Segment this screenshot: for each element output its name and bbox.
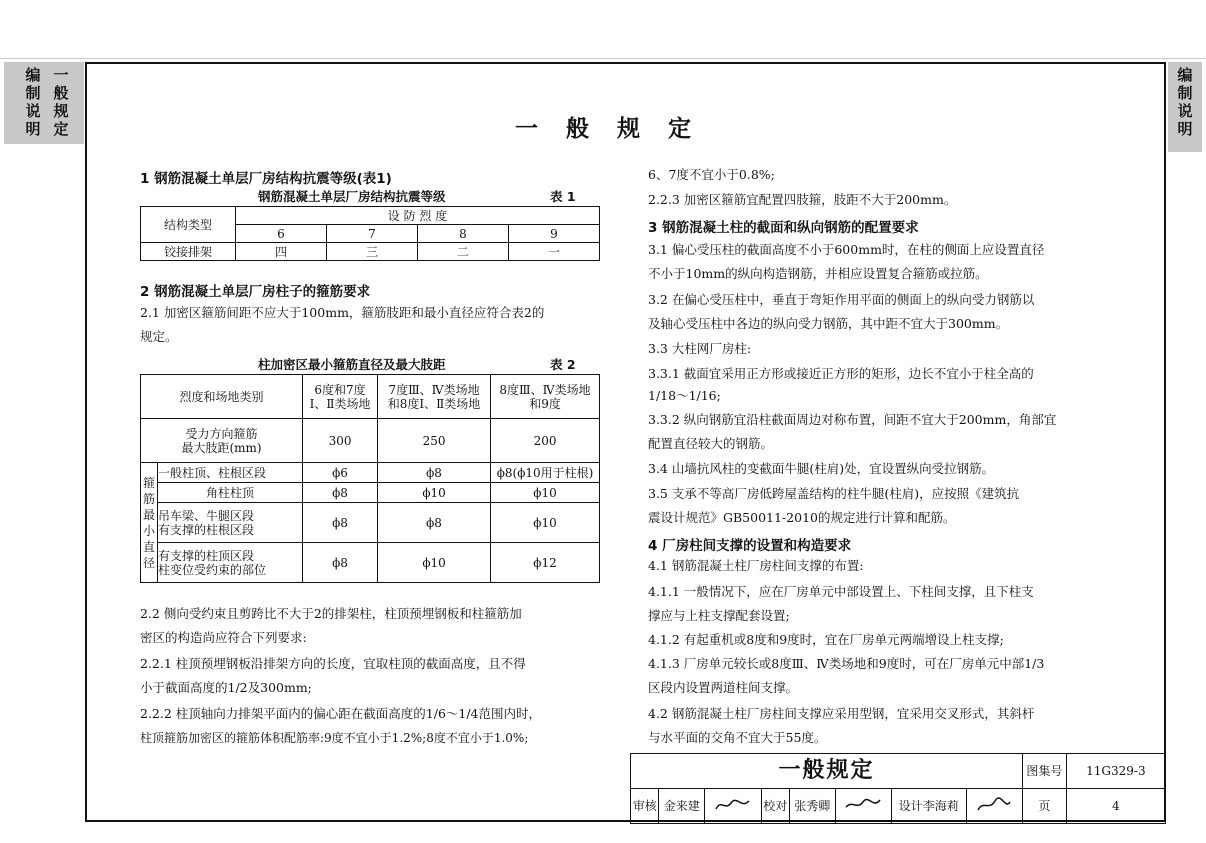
side-tab-text-2: 一般规定 bbox=[53, 66, 69, 138]
right-line: 不小于10mm的纵向构造钢筋，并相应设置复合箍筋或拉筋。 bbox=[648, 266, 988, 281]
t2-cell: 300 bbox=[303, 419, 378, 463]
page-title: 一般规定 bbox=[515, 116, 719, 142]
right-line: 震设计规范》GB50011-2010的规定进行计算和配筋。 bbox=[648, 510, 956, 525]
t2-header-col3: 8度Ⅲ、Ⅳ类场地 和9度 bbox=[491, 375, 600, 419]
right-line: 4.1.2 有起重机或8度和9度时，宜在厂房单元两端增设上柱支撑; bbox=[648, 632, 1004, 647]
right-line: 3.3.2 纵向钢筋宜沿柱截面周边对称布置，间距不宜大于200mm，角部宜 bbox=[648, 412, 1057, 427]
t2-header-category: 烈度和场地类别 bbox=[141, 375, 303, 419]
top-rule bbox=[0, 58, 1206, 59]
t2-cell: ϕ10 bbox=[378, 483, 491, 503]
right-line: 1/18～1/16; bbox=[648, 388, 721, 403]
t2-header-col1: 6度和7度 Ⅰ、Ⅱ类场地 bbox=[303, 375, 378, 419]
right-line: 及轴心受压柱中各边的纵向受力钢筋，其中距不宜大于300mm。 bbox=[648, 316, 1009, 331]
t2-header-col2: 7度Ⅲ、Ⅳ类场地 和8度Ⅰ、Ⅱ类场地 bbox=[378, 375, 491, 419]
table-2-caption: 柱加密区最小箍筋直径及最大肢距 bbox=[258, 357, 446, 372]
designer-signature bbox=[966, 789, 1022, 824]
section-1-heading: 1 钢筋混凝土单层厂房结构抗震等级(表1) bbox=[140, 171, 392, 187]
t2-cell: ϕ8 bbox=[378, 503, 491, 543]
right-line: 3.3.1 截面宜采用正方形或接近正方形的矩形，边长不宜小于柱全高的 bbox=[648, 366, 1034, 381]
para-2-1: 2.1 加密区箍筋间距不应大于100mm，箍筋肢距和最小直径应符合表2的 bbox=[140, 305, 545, 320]
table-1-number: 表 1 bbox=[550, 189, 576, 204]
right-line: 配置直径较大的钢筋。 bbox=[648, 436, 774, 451]
page-label: 页 bbox=[1022, 789, 1066, 824]
t1-intensity: 设 防 烈 度 bbox=[236, 207, 600, 225]
para-2-2-2-cont: 柱顶箍筋加密区的箍筋体积配筋率:9度不宜小于1.2%;8度不宜小于1.0%; bbox=[140, 731, 529, 745]
side-tab-text-1: 编制说明 bbox=[25, 66, 41, 138]
para-2-2-cont: 密区的构造尚应符合下列要求: bbox=[140, 630, 307, 645]
right-line: 4.1.1 一般情况下，应在厂房单元中部设置上、下柱间支撑，且下柱支 bbox=[648, 584, 1034, 599]
t2-cell: ϕ8 bbox=[303, 543, 378, 583]
t2-row-spacing-label: 受力方向箍筋 最大肢距(mm) bbox=[141, 419, 303, 463]
t1-grade: 一 bbox=[508, 243, 599, 261]
t2-side-label: 箍筋最小直径 bbox=[141, 463, 158, 583]
right-line: 区段内设置两道柱间支撑。 bbox=[648, 680, 799, 695]
t2-cell: ϕ8 bbox=[303, 483, 378, 503]
checker-signature bbox=[835, 789, 891, 824]
t2-row-label: 吊车梁、牛腿区段 有支撑的柱根区段 bbox=[158, 503, 303, 543]
right-tab-text: 编制说明 bbox=[1177, 66, 1193, 138]
right-line: 3.4 山墙抗风柱的变截面牛腿(柱肩)处，宜设置纵向受拉钢筋。 bbox=[648, 461, 995, 476]
right-line: 与水平面的交角不宜大于55度。 bbox=[648, 730, 827, 745]
right-line: 4.2 钢筋混凝土柱厂房柱间支撑应采用型钢，宜采用交叉形式，其斜杆 bbox=[648, 706, 1035, 721]
t1-degree: 6 bbox=[236, 225, 327, 243]
check-label: 校对 bbox=[761, 789, 789, 824]
checker-name: 张秀卿 bbox=[789, 789, 835, 824]
signature-mark bbox=[974, 797, 1014, 813]
table-2 bbox=[140, 374, 600, 583]
title-block-name: 一般规定 bbox=[631, 754, 1023, 789]
page-number: 4 bbox=[1066, 789, 1165, 824]
t2-cell: ϕ10 bbox=[378, 543, 491, 583]
t2-cell: ϕ6 bbox=[303, 463, 378, 483]
t1-degree: 8 bbox=[417, 225, 508, 243]
reviewer-name: 金来建 bbox=[659, 789, 705, 824]
right-side-tab bbox=[1168, 62, 1202, 152]
title-block bbox=[630, 753, 1166, 822]
designer-cell: 设计李海莉 bbox=[892, 789, 967, 824]
review-label: 审核 bbox=[631, 789, 659, 824]
t2-cell: ϕ10 bbox=[491, 483, 600, 503]
table-2-number: 表 2 bbox=[550, 357, 576, 372]
t1-grade: 四 bbox=[236, 243, 327, 261]
left-side-tab bbox=[4, 62, 84, 144]
t2-row-label: 一般柱顶、柱根区段 bbox=[158, 463, 303, 483]
table-1 bbox=[140, 206, 600, 261]
section-4-heading: 4 厂房柱间支撑的设置和构造要求 bbox=[648, 538, 852, 554]
t2-cell: 200 bbox=[491, 419, 600, 463]
t1-degree: 9 bbox=[508, 225, 599, 243]
t2-cell: ϕ10 bbox=[491, 503, 600, 543]
t2-cell: 250 bbox=[378, 419, 491, 463]
t1-grade: 三 bbox=[326, 243, 417, 261]
right-line: 4.1.3 厂房单元较长或8度Ⅲ、Ⅳ类场地和9度时，可在厂房单元中部1/3 bbox=[648, 656, 1045, 671]
right-line: 撑应与上柱支撑配套设置; bbox=[648, 608, 790, 623]
t1-degree: 7 bbox=[326, 225, 417, 243]
atlas-label: 图集号 bbox=[1022, 754, 1066, 789]
reviewer-signature bbox=[705, 789, 761, 824]
atlas-number: 11G329-3 bbox=[1066, 754, 1165, 789]
t1-row-label: 铰接排架 bbox=[141, 243, 236, 261]
right-line: 3.1 偏心受压柱的截面高度不小于600mm时，在柱的侧面上应设置直径 bbox=[648, 242, 1045, 257]
right-line: 6、7度不宜小于0.8%; bbox=[648, 167, 775, 182]
right-line: 4.1 钢筋混凝土柱厂房柱间支撑的布置: bbox=[648, 558, 864, 573]
right-line: 3.2 在偏心受压柱中，垂直于弯矩作用平面的侧面上的纵向受力钢筋以 bbox=[648, 292, 1035, 307]
para-2-2: 2.2 侧向受约束且剪跨比不大于2的排架柱，柱顶预埋钢板和柱箍筋加 bbox=[140, 606, 522, 621]
t2-row-label: 角柱柱顶 bbox=[158, 483, 303, 503]
section-3-heading: 3 钢筋混凝土柱的截面和纵向钢筋的配置要求 bbox=[648, 220, 919, 236]
para-2-1-cont: 规定。 bbox=[140, 329, 178, 344]
right-line: 2.2.3 加密区箍筋宜配置四肢箍，肢距不大于200mm。 bbox=[648, 192, 957, 207]
t1-grade: 二 bbox=[417, 243, 508, 261]
para-2-2-1: 2.2.1 柱顶预埋钢板沿排架方向的长度，宜取柱顶的截面高度，且不得 bbox=[140, 656, 526, 671]
t2-row-label: 有支撑的柱顶区段 柱变位受约束的部位 bbox=[158, 543, 303, 583]
table-1-caption: 钢筋混凝土单层厂房结构抗震等级 bbox=[258, 189, 446, 204]
right-line: 3.5 支承不等高厂房低跨屋盖结构的柱牛腿(柱肩)，应按照《建筑抗 bbox=[648, 486, 1020, 501]
signature-mark bbox=[713, 797, 753, 813]
t1-struct-type: 结构类型 bbox=[141, 207, 236, 243]
para-2-2-2: 2.2.2 柱顶轴向力排架平面内的偏心距在截面高度的1/6～1/4范围内时， bbox=[140, 706, 542, 721]
section-2-heading: 2 钢筋混凝土单层厂房柱子的箍筋要求 bbox=[140, 284, 371, 300]
t2-cell: ϕ12 bbox=[491, 543, 600, 583]
right-line: 3.3 大柱网厂房柱: bbox=[648, 341, 752, 356]
t2-cell: ϕ8(ϕ10用于柱根) bbox=[491, 463, 600, 483]
t2-cell: ϕ8 bbox=[303, 503, 378, 543]
t2-cell: ϕ8 bbox=[378, 463, 491, 483]
signature-mark bbox=[843, 797, 883, 813]
para-2-2-1-cont: 小于截面高度的1/2及300mm; bbox=[140, 680, 312, 695]
